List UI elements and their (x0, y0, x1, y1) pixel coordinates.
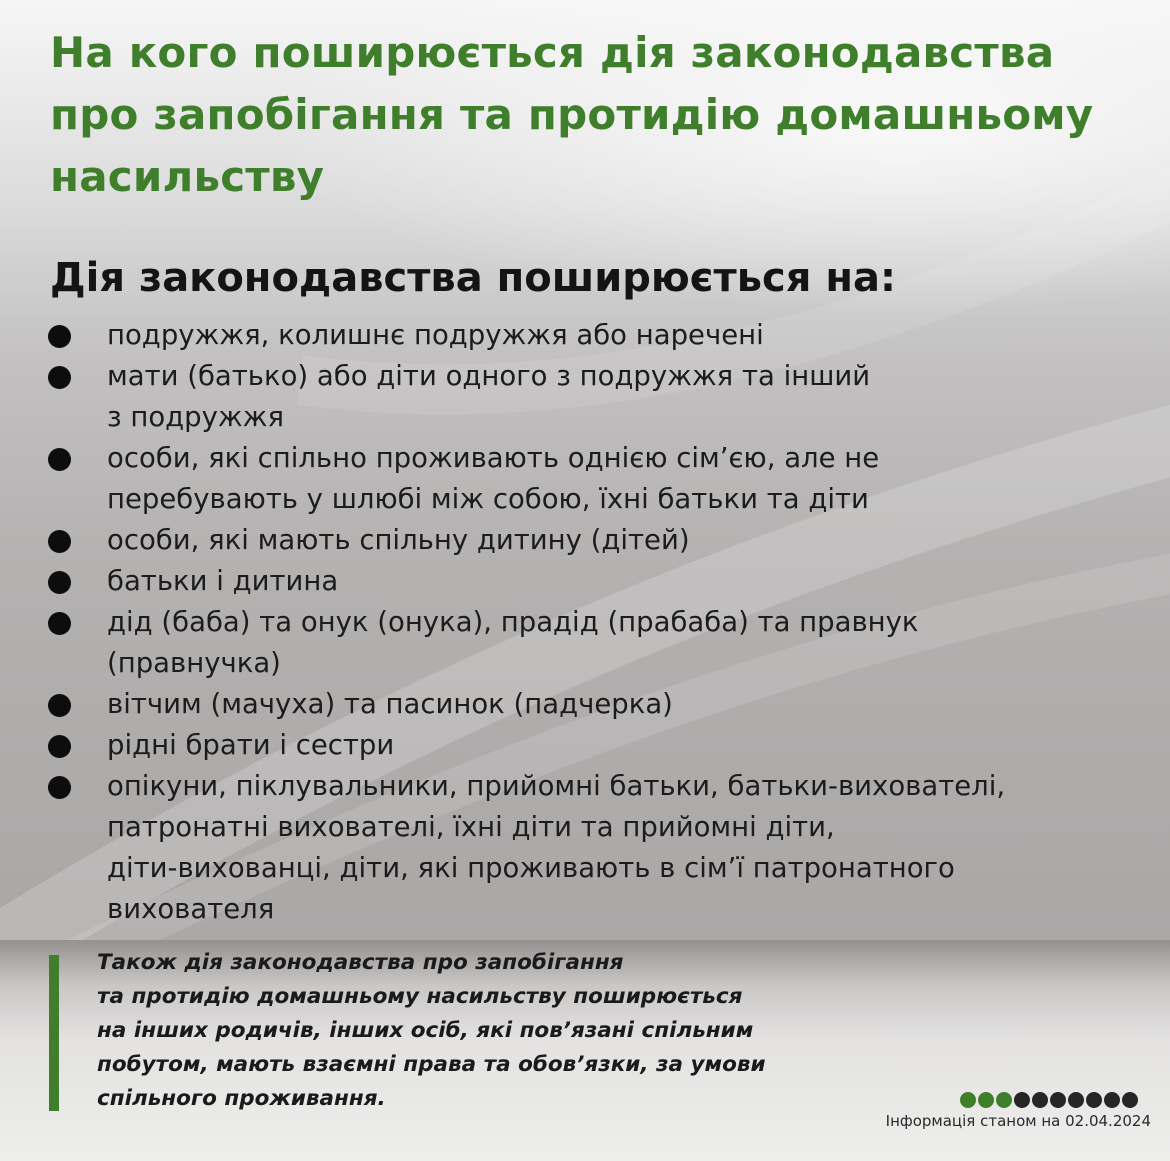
covered-persons-list (0, 315, 1170, 930)
list-item-text: опікуни, піклувальники, прийомні батьки, батьки-вихователі, патронатні вихователі, їхні діти та прийомні діти, діти-вихованці, діти, які проживають в сім’ї патронатного вихователя (107, 770, 1006, 925)
list-item (0, 315, 1170, 356)
note-line: на інших родичів, інших осіб, які пов’язані спільним (97, 1018, 754, 1043)
progress-dot (1032, 1092, 1048, 1108)
list-item (0, 725, 1170, 766)
bullet-icon (48, 325, 71, 348)
note-line: та протидію домашньому насильству поширюється (97, 984, 743, 1009)
bullet-icon (48, 612, 71, 635)
title-line: На кого поширюється дія законодавства (50, 28, 1055, 77)
bullet-icon (48, 694, 71, 717)
list-item (0, 561, 1170, 602)
list-item (0, 356, 1170, 438)
progress-dot-active (978, 1092, 994, 1108)
list-item-text: мати (батько) або діти одного з подружжя та інший з подружжя (107, 360, 871, 433)
bullet-icon (48, 776, 71, 799)
note-line: Також дія законодавства про запобігання (97, 950, 624, 975)
progress-dots (960, 1092, 1155, 1110)
bullet-icon (48, 735, 71, 758)
bullet-icon (48, 448, 71, 471)
list-item-text: особи, які мають спільну дитину (дітей) (107, 524, 690, 556)
progress-dot (1014, 1092, 1030, 1108)
list-item (0, 602, 1170, 684)
list-item (0, 766, 1170, 930)
note-text (97, 946, 877, 1116)
list-item (0, 520, 1170, 561)
list-item-text: дід (баба) та онук (онука), прадід (прабаба) та правнук (правнучка) (107, 606, 919, 679)
section-subtitle: Дія законодавства поширюється на: (50, 255, 896, 301)
bullet-icon (48, 530, 71, 553)
note-line: побутом, мають взаємні права та обов’язки, за умови (97, 1052, 766, 1077)
progress-dot-active (996, 1092, 1012, 1108)
page-title (50, 22, 1150, 208)
progress-dot (1122, 1092, 1138, 1108)
list-item (0, 438, 1170, 520)
info-date: Інформація станом на 02.04.2024 (885, 1112, 1151, 1130)
bullet-icon (48, 366, 71, 389)
progress-dot (1050, 1092, 1066, 1108)
list-item-text: батьки і дитина (107, 565, 339, 597)
list-item (0, 684, 1170, 725)
progress-dot-active (960, 1092, 976, 1108)
list-item-text: вітчим (мачуха) та пасинок (падчерка) (107, 688, 673, 720)
title-line: про запобігання та протидію домашньому (50, 90, 1094, 139)
progress-dot (1086, 1092, 1102, 1108)
bullet-icon (48, 571, 71, 594)
list-item-text: рідні брати і сестри (107, 729, 395, 761)
progress-dot (1104, 1092, 1120, 1108)
note-line: спільного проживання. (97, 1086, 386, 1111)
progress-dot (1068, 1092, 1084, 1108)
list-item-text: подружжя, колишнє подружжя або наречені (107, 319, 764, 351)
accent-bar (49, 955, 59, 1111)
list-item-text: особи, які спільно проживають однією сім’єю, але не перебувають у шлюбі між собою, їхні батьки та діти (107, 442, 880, 515)
title-line: насильству (50, 152, 325, 201)
